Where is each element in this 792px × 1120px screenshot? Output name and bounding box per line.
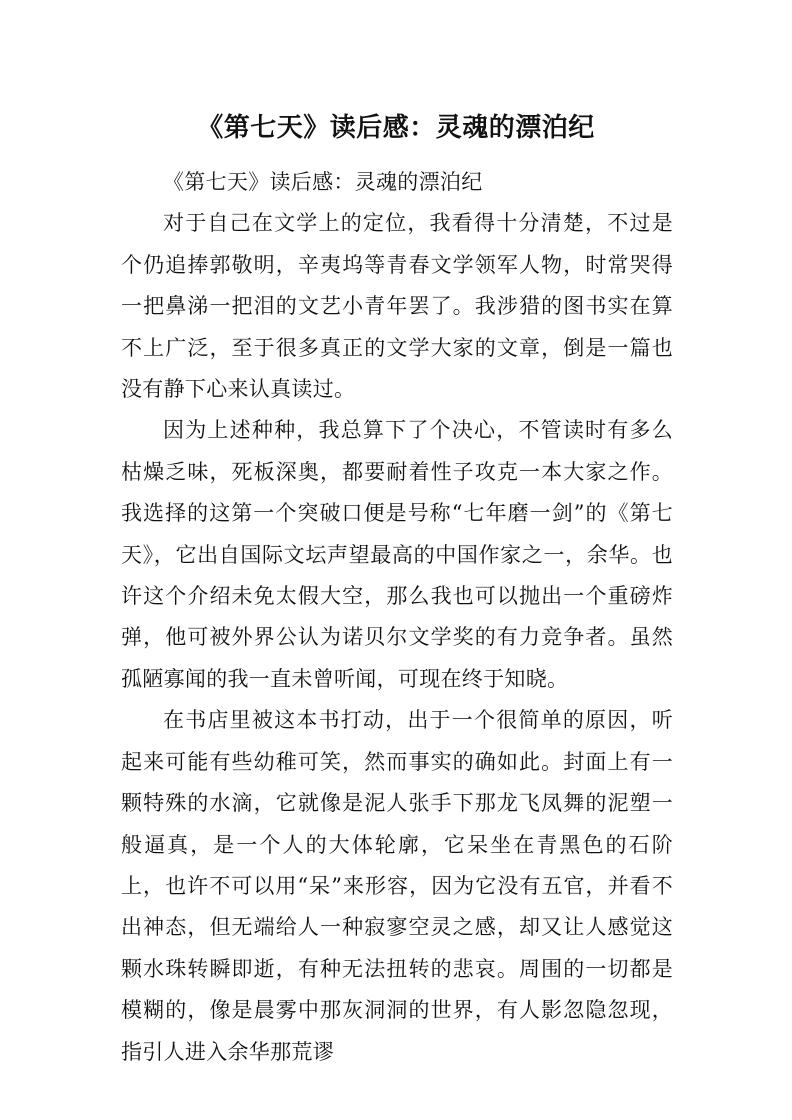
paragraph: 在书店里被这本书打动，出于一个很简单的原因，听起来可能有些幼稚可笑，然而事实的确如此。封面上有一颗特殊的水滴，它就像是泥人张手下那龙飞凤舞的泥塑一般逼真，是一个人的大体轮廓，它呆坐在青黑色的石阶上，也许不可以用“呆”来形容，因为它没有五官，并看不出神态，但无端给人一种寂寥空灵之感，却又让人感觉这颗水珠转瞬即逝，有种无法扭转的悲哀。周围的一切都是模糊的，像是晨雾中那灰洞洞的世界，有人影忽隐忽现，指引人进入余华那荒谬: [121, 708, 673, 1064]
paragraph: 对于自己在文学上的定位，我看得十分清楚，不过是个仍追捧郭敬明，辛夷坞等青春文学领军人物，时常哭得一把鼻涕一把泪的文艺小青年罢了。我涉猎的图书实在算不上广泛，至于很多真正的文学大家的文章，倒是一篇也没有静下心来认真读过。: [121, 211, 673, 402]
paragraph: 因为上述种种，我总算下了个决心，不管读时有多么枯燥乏味，死板深奥，都要耐着性子攻克一本大家之作。我选择的这第一个突破口便是号称“七年磨一剑”的《第七天》，它出自国际文坛声望最高的中国作家之一，余华。也许这个介绍未免太假大空，那么我也可以抛出一个重磅炸弹，他可被外界公认为诺贝尔文学奖的有力竞争者。虽然孤陋寡闻的我一直未曾听闻，可现在终于知晓。: [121, 418, 673, 691]
document-body: [121, 162, 673, 1073]
document-title: 《第七天》读后感：灵魂的漂泊纪: [197, 113, 595, 143]
paragraph-subtitle: 《第七天》读后感：灵魂的漂泊纪: [163, 170, 483, 194]
